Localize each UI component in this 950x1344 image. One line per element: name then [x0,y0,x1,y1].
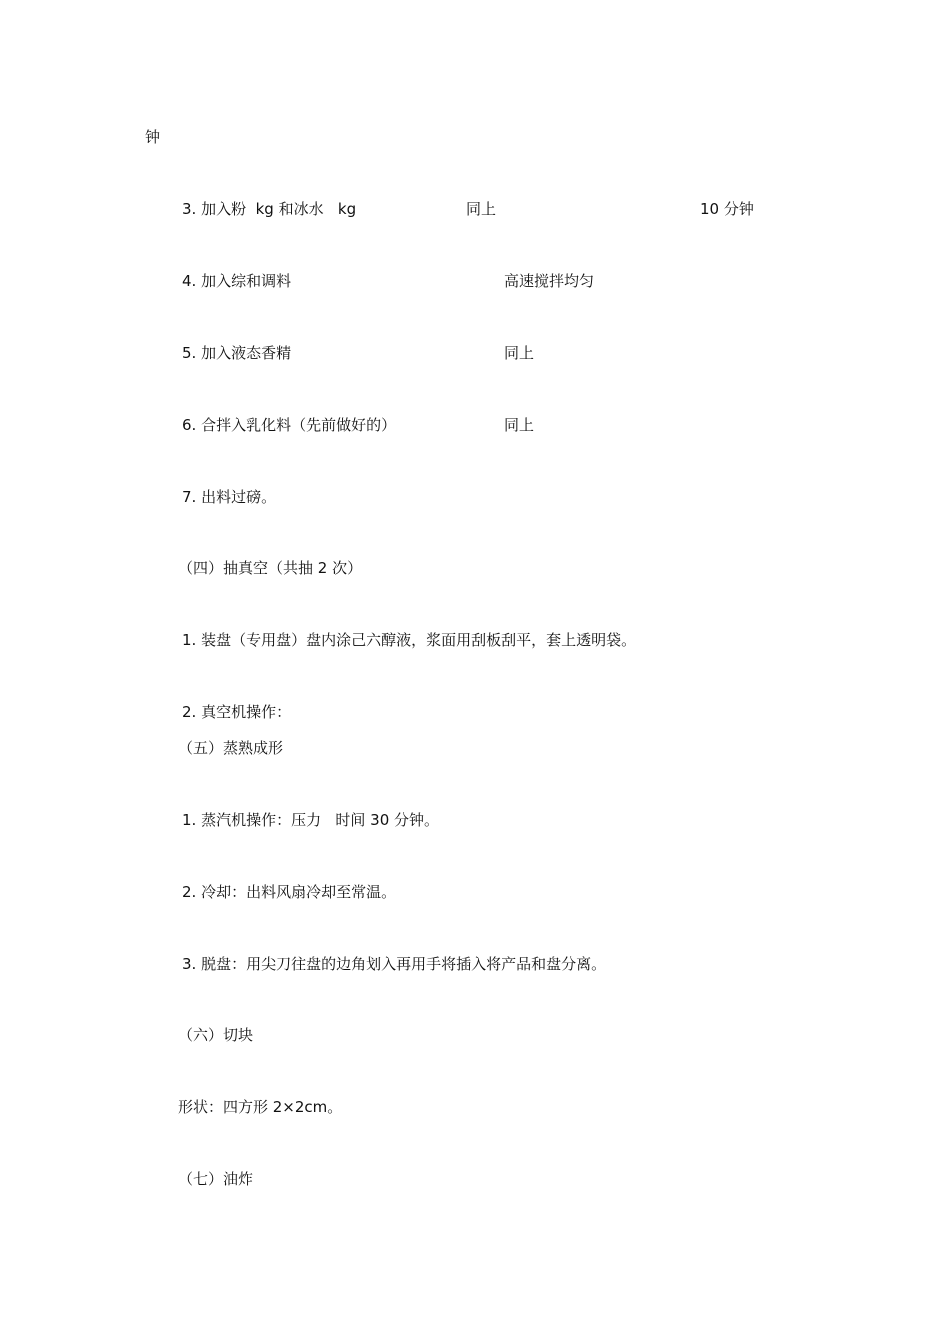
step-3-text: 3. 加入粉 kg 和冰水 kg [182,200,357,218]
steam-step-3: 3. 脱盘：用尖刀往盘的边角划入再用手将插入将产品和盘分离。 [182,955,607,973]
section-heading-4: （四）抽真空（共抽 2 次） [178,559,363,577]
step-3-method: 同上 [466,200,497,218]
steam-step-1: 1. 蒸汽机操作：压力 时间 30 分钟。 [182,811,440,829]
steam-step-2: 2. 冷却：出料风扇冷却至常温。 [182,883,397,901]
step-6-text: 6. 合拌入乳化料（先前做好的） [182,416,397,434]
text-line: 钟 [145,128,161,146]
section-heading-7: （七）油炸 [178,1170,254,1188]
step-4-text: 4. 加入综和调料 [182,272,292,290]
step-6-method: 同上 [504,416,535,434]
step-7-text: 7. 出料过磅。 [182,488,277,506]
vacuum-step-1: 1. 装盘（专用盘）盘内涂己六醇液，浆面用刮板刮平，套上透明袋。 [182,631,637,649]
section-heading-5: （五）蒸熟成形 [178,739,284,757]
step-3-duration: 10 分钟 [700,200,754,218]
step-5-text: 5. 加入液态香精 [182,344,292,362]
step-5-method: 同上 [504,344,535,362]
shape-spec: 形状：四方形 2×2cm。 [178,1098,343,1116]
step-4-method: 高速搅拌均匀 [504,272,595,290]
section-heading-6: （六）切块 [178,1026,254,1044]
vacuum-step-2: 2. 真空机操作： [182,703,292,721]
